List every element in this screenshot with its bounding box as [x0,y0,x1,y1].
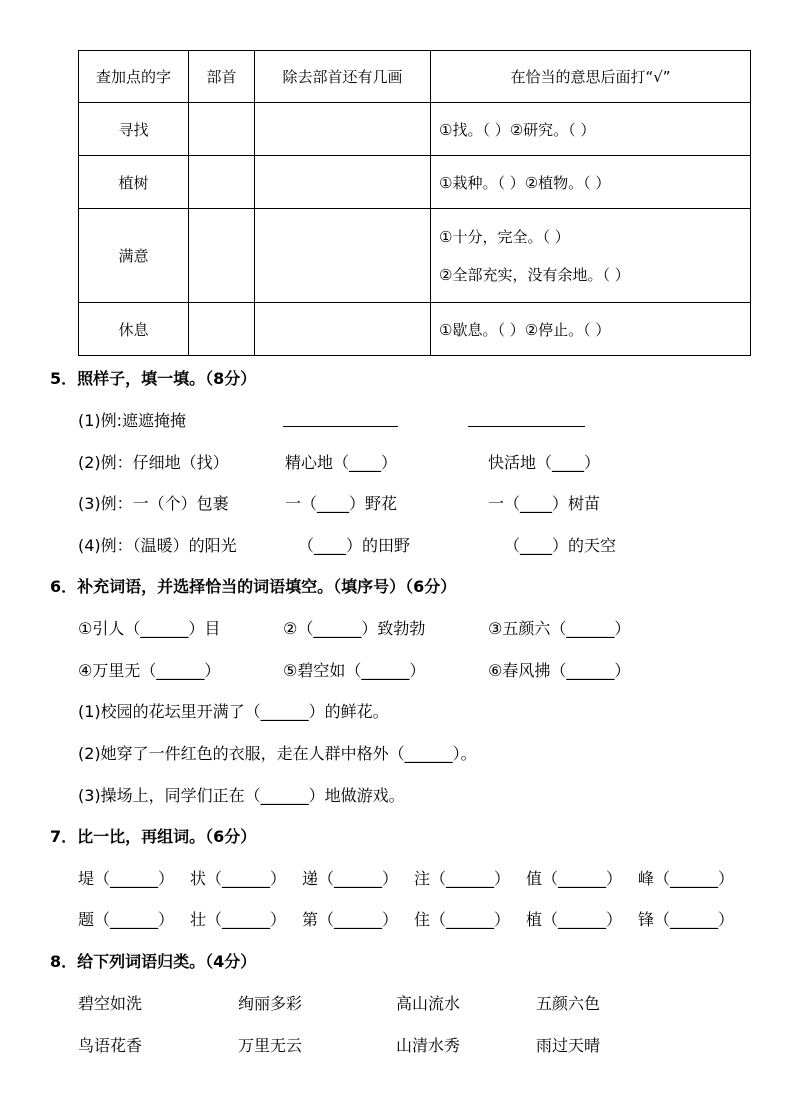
q6-item4[interactable]: ④万里无（______） [78,661,221,680]
q8-word: 雨过天晴 [536,1036,601,1055]
q5-line1-blank2[interactable] [468,412,585,427]
radical-cell[interactable] [189,156,255,209]
header-radical: 部首 [189,51,255,103]
word-cell: 休息 [79,303,189,356]
word-cell: 植树 [79,156,189,209]
q5-line2-blank1[interactable]: 精心地（____） [285,453,398,472]
q5-line1-blank1[interactable] [283,412,398,427]
character-table [78,50,751,356]
q5-line3-example: (3)例：一（个）包裹 [78,494,229,513]
q8-word: 万里无云 [238,1036,303,1055]
table-row [79,156,751,209]
strokes-cell[interactable] [255,156,431,209]
word-cell: 满意 [79,209,189,303]
radical-cell[interactable] [189,209,255,303]
table-row [79,303,751,356]
radical-cell[interactable] [189,103,255,156]
q7-word[interactable]: 峰（______） [638,869,735,888]
q8-word: 鸟语花香 [78,1036,143,1055]
meaning-cell[interactable]: ①歇息。（ ）②停止。（ ） [431,303,751,356]
q7-word[interactable]: 植（______） [526,910,623,929]
header-strokes: 除去部首还有几画 [255,51,431,103]
q8-word: 高山流水 [396,994,461,1013]
strokes-cell[interactable] [255,103,431,156]
q8-word: 五颜六色 [536,994,601,1013]
q7-word[interactable]: 第（______） [302,910,399,929]
meaning-cell[interactable] [431,209,751,303]
q7-title: 7．比一比，再组词。（6分） [50,827,257,846]
q6-item1[interactable]: ①引人（______）目 [78,619,221,638]
table-header-row [79,51,751,103]
q8-word: 绚丽多彩 [238,994,303,1013]
meaning-cell[interactable]: ①栽种。（ ）②植物。（ ） [431,156,751,209]
q5-line3-blank2[interactable]: 一（____）树苗 [488,494,601,513]
q5-title: 5．照样子，填一填。（8分） [50,369,257,388]
meaning-line: ①十分，完全。（ ） [439,227,570,246]
q8-title: 8．给下列词语归类。（4分） [50,952,257,971]
q7-word[interactable]: 堤（______） [78,869,175,888]
q5-line3-blank1[interactable]: 一（____）野花 [285,494,398,513]
q6-sentence3[interactable]: (3)操场上，同学们正在（______）地做游戏。 [78,786,405,805]
q7-word[interactable]: 注（______） [414,869,511,888]
word-cell: 寻找 [79,103,189,156]
table-row [79,209,751,303]
q5-line1-example: (1)例:遮遮掩掩 [78,411,187,430]
header-char: 查加点的字 [79,51,189,103]
q5-line2-example: (2)例：仔细地（找） [78,453,229,472]
strokes-cell[interactable] [255,303,431,356]
q5-line4-blank2[interactable]: （____）的天空 [504,536,617,555]
q7-word[interactable]: 壮（______） [190,910,287,929]
q7-word[interactable]: 值（______） [526,869,623,888]
q7-word[interactable]: 递（______） [302,869,399,888]
q7-word[interactable]: 锋（______） [638,910,735,929]
meaning-cell[interactable]: ①找。（ ）②研究。（ ） [431,103,751,156]
q7-word[interactable]: 题（______） [78,910,175,929]
q5-line4-example: (4)例：（温暖）的阳光 [78,536,237,555]
q8-word: 碧空如洗 [78,994,143,1013]
header-meaning: 在恰当的意思后面打“√” [431,51,751,103]
q5-line2-blank2[interactable]: 快活地（____） [488,453,601,472]
q8-word: 山清水秀 [396,1036,461,1055]
q6-item3[interactable]: ③五颜六（______） [488,619,631,638]
radical-cell[interactable] [189,303,255,356]
table-row [79,103,751,156]
q6-sentence2[interactable]: (2)她穿了一件红色的衣服，走在人群中格外（______）。 [78,744,477,763]
strokes-cell[interactable] [255,209,431,303]
q6-item2[interactable]: ②（______）致勃勃 [283,619,426,638]
q6-sentence1[interactable]: (1)校园的花坛里开满了（______）的鲜花。 [78,702,389,721]
meaning-line: ②全部充实，没有余地。（ ） [439,265,630,284]
q5-line4-blank1[interactable]: （____）的田野 [298,536,411,555]
q6-item6[interactable]: ⑥春风拂（______） [488,661,631,680]
q7-word[interactable]: 状（______） [190,869,287,888]
q7-word[interactable]: 住（______） [414,910,511,929]
q6-title: 6．补充词语，并选择恰当的词语填空。（填序号）（6分） [50,577,457,596]
q6-item5[interactable]: ⑤碧空如（______） [283,661,426,680]
